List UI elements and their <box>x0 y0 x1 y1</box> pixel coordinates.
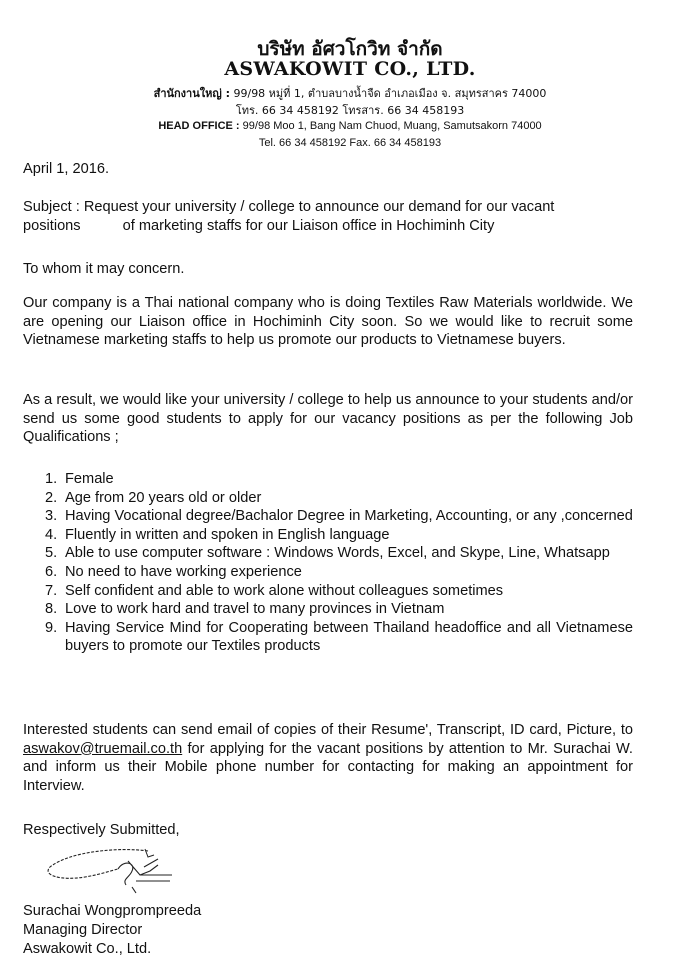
qualification-number: 3. <box>45 508 58 525</box>
qualification-text: Female <box>65 471 114 487</box>
closing: Respectively Submitted, <box>23 822 180 838</box>
paragraph-intro: Our company is a Thai national company who is doing Textiles Raw Materials worldwide. We are opening our Liaison office in Hochiminh City soon. So we would like to recruit some Vietnamese marketing staffs to help us promote our products to Vietnamese buyers. <box>23 295 633 349</box>
qualification-item <box>45 526 633 545</box>
qualification-text: No need to have working experience <box>65 563 302 580</box>
qualification-text: Fluently in written and spoken in English language <box>65 526 390 543</box>
thai-address-line <box>0 84 700 102</box>
head-office-address: 99/98 Moo 1, Bang Nam Chuod, Muang, Samutsakorn 74000 <box>242 120 542 132</box>
qualification-text: Age from 20 years old or older <box>65 489 262 506</box>
letter-date: April 1, 2016. <box>23 161 109 177</box>
paragraph-instructions <box>23 721 633 795</box>
qualification-number: 6. <box>45 563 58 580</box>
qualification-number: 4. <box>45 526 58 543</box>
qualification-item <box>45 563 633 582</box>
signer-company: Aswakowit Co., Ltd. <box>23 941 152 957</box>
subject-line-2-end: of marketing staffs for our Liaison office in Hochiminh City <box>122 217 495 234</box>
head-office-label: HEAD OFFICE : <box>158 120 240 132</box>
thai-address: 99/98 หมู่ที่ 1, ตำบลบางน้ำจืด อำเภอเมือง จ. สมุทรสาคร 74000 <box>233 87 547 100</box>
qualification-item <box>45 600 633 619</box>
thai-tel-fax: โทร. 66 34 458192 โทรสาร. 66 34 458193 <box>235 104 465 117</box>
salutation: To whom it may concern. <box>23 261 185 277</box>
head-office-line <box>0 120 700 132</box>
subject-line-2 <box>23 217 633 236</box>
qualification-number: 7. <box>45 582 58 599</box>
qualification-number: 8. <box>45 601 58 618</box>
signer-block <box>23 902 633 959</box>
qualification-item <box>45 470 633 489</box>
qualification-text: Able to use computer software : Windows Words, Excel, and Skype, Line, Whatsapp <box>65 545 610 562</box>
qualification-item <box>45 489 633 508</box>
company-name-english: ASWAKOWIT CO., LTD. <box>224 58 476 80</box>
qualification-item <box>45 544 633 563</box>
subject-line-1: Subject : Request your university / college to announce our demand for our vacant <box>23 199 555 215</box>
qualification-item <box>45 582 633 601</box>
signer-name: Surachai Wongprompreeda <box>23 903 202 919</box>
subject <box>23 198 633 235</box>
letterhead <box>0 0 700 160</box>
qualifications-list <box>45 470 633 656</box>
qualification-number: 5. <box>45 545 58 562</box>
qualification-text: Self confident and able to work alone without colleagues sometimes <box>65 582 504 599</box>
qualification-item <box>45 619 633 656</box>
qualification-text: Having Vocational degree/Bachalor Degree in Marketing, Accounting, or any ,concerned <box>65 508 633 525</box>
company-name-thai: บริษัท อัศวโกวิท จำกัด <box>257 38 443 60</box>
email-link[interactable]: aswakov@truemail.co.th <box>23 740 183 757</box>
signer-title: Managing Director <box>23 922 143 938</box>
subject-line-2-start: positions <box>23 217 81 234</box>
paragraph-request: As a result, we would like your university / college to help us announce to your students and/or send us some good students to apply for our vacancy positions as per the following Job Qualifications ; <box>23 392 633 446</box>
instructions-text-end: for applying for the vacant positions by attention to Mr. Surachai W. and inform us their Mobile phone number for contacting for making an appointment for Interview. <box>23 740 633 794</box>
thai-office-label: สำนักงานใหญ่ : <box>153 87 230 100</box>
signature-image <box>40 845 180 895</box>
qualification-number: 2. <box>45 489 58 506</box>
qualification-text: Having Service Mind for Cooperating between Thailand headoffice and all Vietnamese buyers to promote our Textiles products <box>65 619 633 655</box>
qualification-number: 1. <box>45 471 58 487</box>
tel-fax: Tel. 66 34 458192 Fax. 66 34 458193 <box>258 137 442 149</box>
qualification-number: 9. <box>45 619 58 636</box>
qualification-item <box>45 507 633 526</box>
qualification-text: Love to work hard and travel to many provinces in Vietnam <box>65 601 445 618</box>
instructions-text-start: Interested students can send email of copies of their Resume', Transcript, ID card, Picture, to <box>23 722 633 738</box>
